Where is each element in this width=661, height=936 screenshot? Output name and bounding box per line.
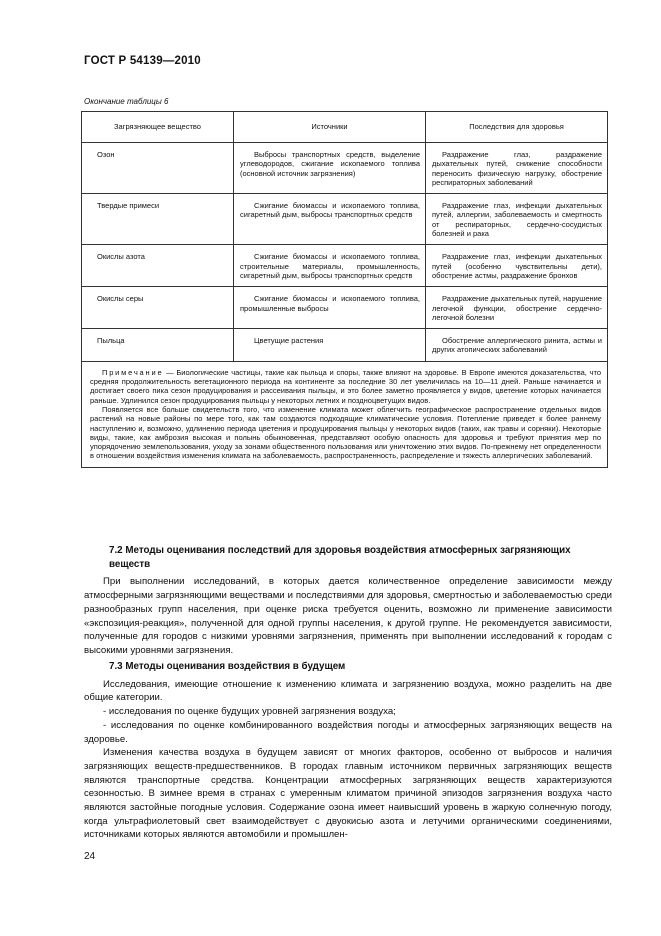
list-item: - исследования по оценке комбинированного воздействия погоды и атмосферных загрязняющих веществ на здоровье.: [84, 719, 612, 745]
page-number: 24: [84, 851, 96, 862]
note-label: Примечание: [102, 367, 164, 377]
table-header-row: [82, 112, 608, 143]
section-7-2: [84, 544, 612, 658]
paragraph: Изменения качества воздуха в будущем зависят от многих факторов, особенно от выбросов и наличия загрязняющих веществ-предшественников. В городах главным источником первичных загрязняющих веществ являются транспортные средства. Концентрации атмосферных загрязняющих веществ характеризуются сезонностью. В зимнее время в странах с умеренным климатом причиной эпизодов загрязнения воздуха часто являются застойные погодные условия. Содержание озона имеет наивысший уровень в жаркую солнечную погоду, когда ультрафиолетовый свет взаимодействует с двуокисью азота и летучими органическими соединениями, источниками которых являются автомобили и промышлен-: [84, 747, 612, 841]
table-caption: Окончание таблицы 6: [84, 97, 169, 106]
pollutant-cell: Твердые примеси: [82, 194, 234, 245]
document-header: ГОСТ Р 54139—2010: [84, 55, 201, 67]
effects-cell: Раздражение дыхательных путей, нарушение легочной функции, обострение сердечно-легочной болезни: [426, 287, 608, 329]
sources-cell: Цветущие растения: [234, 329, 426, 362]
section-heading-7-3: 7.3 Методы оценивания воздействия в будущем: [109, 661, 346, 672]
column-header-pollutant: Загрязняющее вещество: [82, 112, 234, 143]
effects-cell: Раздражение глаз, раздражение дыхательных путей, снижение способности переносить физическую нагрузку, обострение респираторных заболеваний: [426, 143, 608, 194]
note-paragraph-1: [90, 368, 601, 405]
note-paragraph-2: Появляется все больше свидетельств того, что изменение климата может облегчить географическое распространение отдельных видов растений на новые районы по мере того, как там создаются подходящие климатические условия. Потепление приведет к более раннему наступлению и, возможно, удлинению периода цветения и продуцирования пыльцы у некоторых видов (таких, как травы и сорняки). Некоторые виды, такие, как амброзия высокая и полынь обыкновенная, представляют особую опасность для здоровья и требуют принятия мер по упорядочению землепользования, уходу за зонами общественного пользования или уничтожению этих видов. По-прежнему нет определенности в отношении воздействия изменения климата на заболеваемость, распространенность, распределение и тяжесть аллергических заболеваний.: [90, 404, 601, 461]
effects-cell: Раздражение глаз, инфекции дыхательных путей, аллергии, заболеваемость и смертность от респираторных, сердечно-сосудистых болезней и рака: [426, 194, 608, 245]
pollutant-cell: Озон: [82, 143, 234, 194]
column-header-sources: Источники: [234, 112, 426, 143]
table-row: [82, 329, 608, 362]
list-item: - исследования по оценке будущих уровней загрязнения воздуха;: [103, 706, 396, 718]
table-note: [82, 361, 608, 467]
pollutant-cell: Окислы серы: [82, 287, 234, 329]
sources-cell: Сжигание биомассы и ископаемого топлива, сигаретный дым, выбросы транспортных средств: [234, 194, 426, 245]
section-heading-7-2: 7.2 Методы оценивания последствий для здоровья воздействия атмосферных загрязняющих веществ: [109, 545, 571, 570]
effects-cell: Раздражение глаз, инфекции дыхательных путей (особенно чувствительны дети), обострение астмы, раздражение бронхов: [426, 245, 608, 287]
table-note-row: [82, 361, 608, 467]
sources-cell: Сжигание биомассы и ископаемого топлива, промышленные выбросы: [234, 287, 426, 329]
table-row: [82, 194, 608, 245]
pollutant-cell: Окислы азота: [82, 245, 234, 287]
effects-cell: Обострение аллергического ринита, астмы и других атопических заболеваний: [426, 329, 608, 362]
pollutant-cell: Пыльца: [82, 329, 234, 362]
sources-cell: Выбросы транспортных средств, выделение углеводородов, сжигание ископаемого топлива (основной источник загрязнения): [234, 143, 426, 194]
table-row: [82, 287, 608, 329]
paragraph: Исследования, имеющие отношение к изменению климата и загрязнению воздуха, можно разделить на две общие категории.: [84, 678, 612, 704]
paragraph: При выполнении исследований, в которых дается количественное определение зависимости между атмосферными загрязняющими веществами и последствиями для здоровья, смертностью и заболеваемостью среди разнообразных групп населения, при оценке риска требуется оценить, возможно ли применение зависимости «экспозиция-реакция», полученной для одной группы населения, к другой группе. Не рекомендуется зависимости, полученные для городов с низкими уровнями загрязнения, применять при выполнении исследований к городам с высокими уровнями загрязнения.: [84, 576, 612, 656]
table-row: [82, 245, 608, 287]
table-row: [82, 143, 608, 194]
column-header-effects: Последствия для здоровья: [426, 112, 608, 143]
sources-cell: Сжигание биомассы и ископаемого топлива, строительные материалы, промышленность, сигаретный дым, выбросы транспортных средств: [234, 245, 426, 287]
section-7-3: [84, 660, 612, 842]
note-text-1: — Биологические частицы, такие как пыльца и споры, также влияют на здоровье. В Европе имеются доказательства, что средняя продолжительность вегетационного периода на континенте за последние 30 лет увеличилась на 10—11 дней. Раньше начинается и достигает своего пика сезон продуцирования и рассеивания пыльцы, и это более заметно проявляется у видов, цветение которых начинается раньше. Удлинился сезон продуцирования пыльцы у некоторых летних и поздноцветущих видов.: [90, 367, 601, 405]
table-6: [81, 111, 608, 468]
